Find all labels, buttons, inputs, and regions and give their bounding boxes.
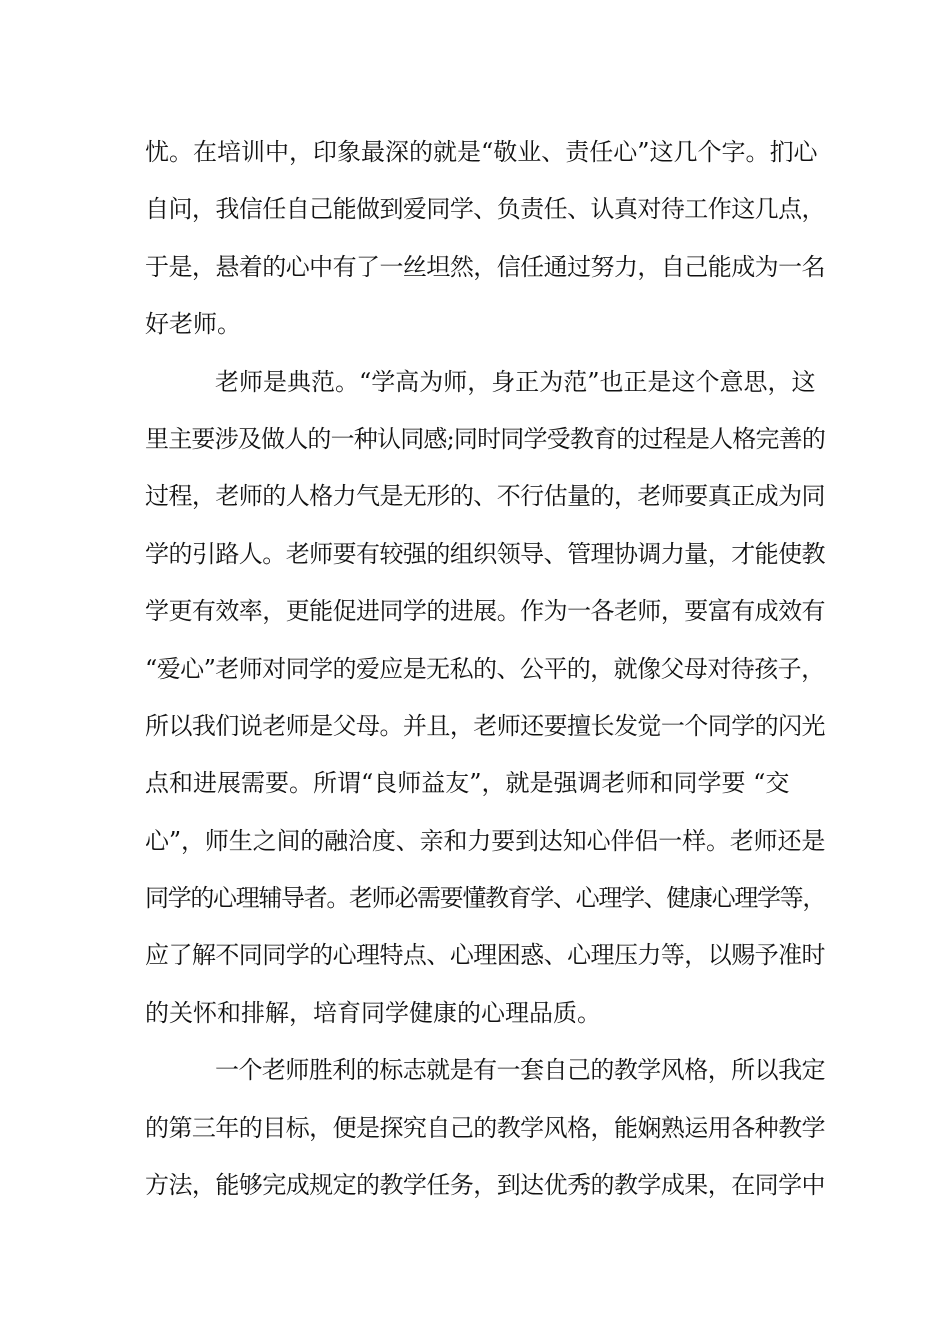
text-line: 心”，师生之间的融洽度、亲和力要到达知心伴侣一样。老师还是 xyxy=(145,826,826,855)
text-line: 方法，能够完成规定的教学任务，到达优秀的教学成果，在同学中 xyxy=(145,1171,825,1200)
text-line: 好老师。 xyxy=(145,310,241,339)
text-line: 忧。在培训中，印象最深的就是“敬业、责任心”这几个字。扪心 xyxy=(145,138,818,166)
text-line: 的关怀和排解，培育同学健康的心理品质。 xyxy=(145,998,601,1027)
text-line: “爱心”老师对同学的爱应是无私的、公平的，就像父母对待孩子， xyxy=(145,654,825,683)
text-line: 同学的心理辅导者。老师必需要懂教育学、心理学、健康心理学等， xyxy=(145,884,825,913)
text-line: 所以我们说老师是父母。并且，老师还要擅长发觉一个同学的闪光 xyxy=(145,711,825,740)
text-line: 学的引路人。老师要有较强的组织领导、管理协调力量，才能使教 xyxy=(145,539,825,568)
text-line: 点和进展需要。所谓“良师益友”，就是强调老师和同学要 “交 xyxy=(145,769,790,798)
text-line: 于是，悬着的心中有了一丝坦然，信任通过努力，自己能成为一名 xyxy=(145,252,825,281)
document-body xyxy=(145,124,825,1214)
text-line: 自问，我信任自己能做到爱同学、负责任、认真对待工作这几点， xyxy=(145,195,825,224)
text-line: 学更有效率，更能促进同学的进展。作为一各老师，要富有成效有 xyxy=(145,597,825,626)
paragraph-start-line: 老师是典范。“学高为师，身正为范”也正是这个意思，这 xyxy=(215,367,816,396)
text-line: 里主要涉及做人的一种认同感;同时同学受教育的过程是人格完善的 xyxy=(145,424,826,453)
text-line: 过程，老师的人格力气是无形的、不行估量的，老师要真正成为同 xyxy=(145,482,825,511)
text-line: 的第三年的目标，便是探究自己的教学风格，能娴熟运用各种教学 xyxy=(145,1113,825,1142)
paragraph-start-line: 一个老师胜利的标志就是有一套自己的教学风格，所以我定 xyxy=(215,1056,825,1085)
text-line: 应了解不同同学的心理特点、心理困惑、心理压力等，以赐予准时 xyxy=(145,941,825,970)
